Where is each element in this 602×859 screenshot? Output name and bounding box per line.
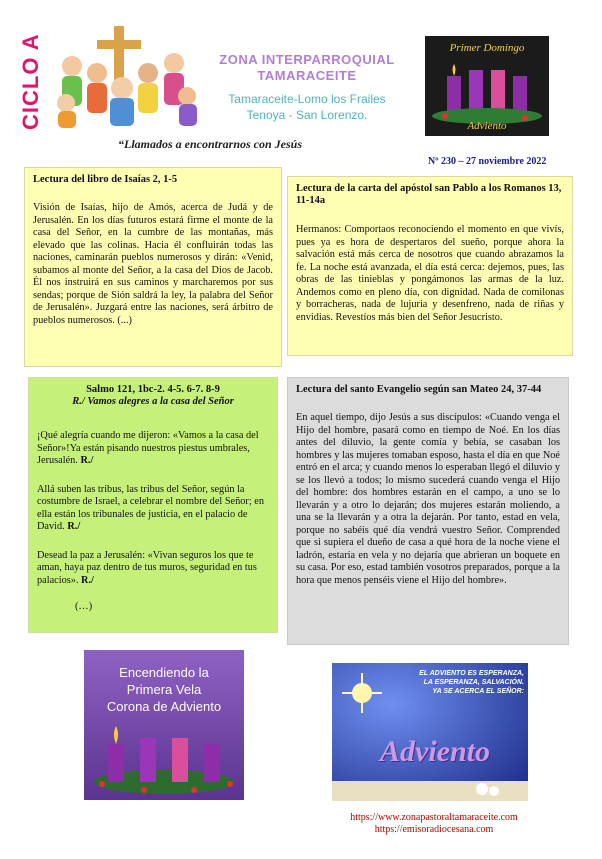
romanos-text: Hermanos: Comportaos reconociendo el momento en que vivís, pues ya es hora de despertaros del sueño, porque ahora la salvación está más cerca de nosotros que cuando abrazamos la fe. La noche está avanzada, el día está cerca: dejemos, pues, las obras de las tinieblas y pongámonos las armas de la luz. Andemos como en pleno día, con dignidad. Nada de comilonas y borracheras, nada de lujuria y desenfreno, nada de riñas y envidias. Revestíos más bien del Señor Jesucristo. xyxy=(296,224,564,323)
places-line1: Tamaraceite-Lomo los Frailes xyxy=(228,92,386,106)
romanos-title: Lectura de la carta del apóstol san Pablo a los Romanos 13, 11-14a xyxy=(296,183,562,206)
psalm-stanza-2 xyxy=(37,484,269,534)
psalm-response: R./ Vamos alegres a la casa del Señor xyxy=(72,396,234,407)
advent-logo xyxy=(425,36,549,136)
links xyxy=(320,812,548,836)
motto: “Llamados a encontrarnos con Jesús xyxy=(118,137,303,151)
psalm-stanza-3-text: Desead la paz a Jerusalén: «Vivan seguros los que te aman, haya paz dentro de tus muros, seguridad en tus palacios». xyxy=(37,549,257,586)
mateo-title: Lectura del santo Evangelio según san Mateo 24, 37-44 xyxy=(296,384,542,395)
reading-romanos xyxy=(287,176,573,356)
ciclo-label xyxy=(10,30,50,140)
reading-isaias xyxy=(24,167,282,367)
adviento-word: Adviento xyxy=(380,735,490,768)
adviento-hope-image xyxy=(332,663,528,801)
adviento-banner-line3: YA SE ACERCA EL SEÑOR: xyxy=(432,688,524,695)
gospel-mateo xyxy=(287,377,569,645)
zona-title-line2: TAMARACEITE xyxy=(257,68,357,83)
psalm-stanza-3 xyxy=(37,550,269,588)
isaias-title: Lectura del libro de Isaías 2, 1-5 xyxy=(33,174,178,185)
first-candle-image xyxy=(84,650,244,800)
issue-number: Nº 230 – 27 noviembre 2022 xyxy=(428,156,547,167)
adviento-banner-line2: LA ESPERANZA, SALVACIÓN. xyxy=(423,679,524,686)
psalm-stanza-1 xyxy=(37,430,269,468)
psalm-r-mark-1: R./ xyxy=(80,455,94,466)
vela-text xyxy=(84,664,244,715)
psalm-r-mark-3: R./ xyxy=(81,574,94,586)
link-zona-pastoral[interactable]: https://www.zonapastoraltamaraceite.com xyxy=(350,812,518,823)
vela-line1: Encendiendo la xyxy=(119,665,209,680)
advent-logo-bottom-text: Adviento xyxy=(467,120,507,132)
psalm-stanza-2-text: Allá suben las tribus, las tribus del Señor, según la costumbre de Israel, a celebrar el nombre del Señor; en ella están los tribunales de justicia, en el palacio de David. xyxy=(37,483,265,532)
adviento-banner-line1: EL ADVIENTO ES ESPERANZA, xyxy=(419,670,524,677)
psalm-ellipsis: (…) xyxy=(75,601,93,612)
adviento-banner xyxy=(392,669,524,696)
ciclo-text: CICLO A xyxy=(18,33,43,130)
zona-title xyxy=(208,52,406,84)
psalm-title: Salmo 121, 1bc-2. 4-5. 6-7. 8-9 xyxy=(86,384,220,395)
people-drawing-icon xyxy=(52,18,202,128)
psalm-stanza-1-text: ¡Qué alegría cuando me dijeron: «Vamos a la casa del Señor»!Ya están pisando nuestros piestus umbrales, Jerusalén. xyxy=(37,430,259,466)
mateo-text: En aquel tiempo, dijo Jesús a sus discípulos: «Cuando venga el Hijo del hombre, pasará como en tiempo de Noé. En los días antes del diluvio, la gente comía y bebía, se casaban los hombres y las mujeres tomaban esposo, hasta el día en que Noé entró en el arca; y cuando menos lo esperaban llegó el diluvio y se los llevó a todos; lo mismo sucederá cuando venga el Hijo del hombre: dos hombres estarán en el campo, a uno se lo llevarán y a otro lo dejarán; dos mujeres estarán moliendo, a una se la llevarán y a otra la dejarán. Por tanto, estad en vela, porque no sabéis qué día vendrá vuestro Señor. Comprended que si supiera el dueño de casa a qué hora de la noche viene el ladrón, estaría en vela y no dejaría que abrieran un boquete en su casa. Por eso, estad también vosotros preparados, porque a la hora que menos penséis viene el Hijo del hombre». xyxy=(296,412,560,586)
zona-title-line1: ZONA INTERPARROQUIAL xyxy=(219,52,395,67)
vela-line2: Primera Vela xyxy=(126,682,202,697)
psalm xyxy=(28,377,278,633)
isaias-text: Visión de Isaías, hijo de Amós, acerca de Judá y de Jerusalén. En los días futuros estará firme el monte de la casa del Señor, en la cumbre de las montañas, más elevado que las colinas. Hacia él confluirán todas las naciones, caminarán pueblos numerosos y dirán: «Venid, subamos al monte del Señor, a la casa del Dios de Jacob. Él nos instruirá en sus caminos y marcharemos por sus sendas; porque de Sión saldrá la ley, la palabra del Señor de Jerusalén». Juzgará entre las naciones, será árbitro de pueblos numerosos. (...) xyxy=(33,202,273,326)
psalm-r-mark-2: R./ xyxy=(67,521,81,532)
link-emisora[interactable]: https://emisoradiocesana.com xyxy=(374,824,494,835)
advent-logo-top-text: Primer Domingo xyxy=(449,42,525,54)
parish-group-illustration xyxy=(52,18,202,128)
vela-line3: Corona de Adviento xyxy=(106,699,222,714)
zona-places xyxy=(208,91,406,123)
places-line2: Tenoya - San Lorenzo. xyxy=(246,108,368,122)
